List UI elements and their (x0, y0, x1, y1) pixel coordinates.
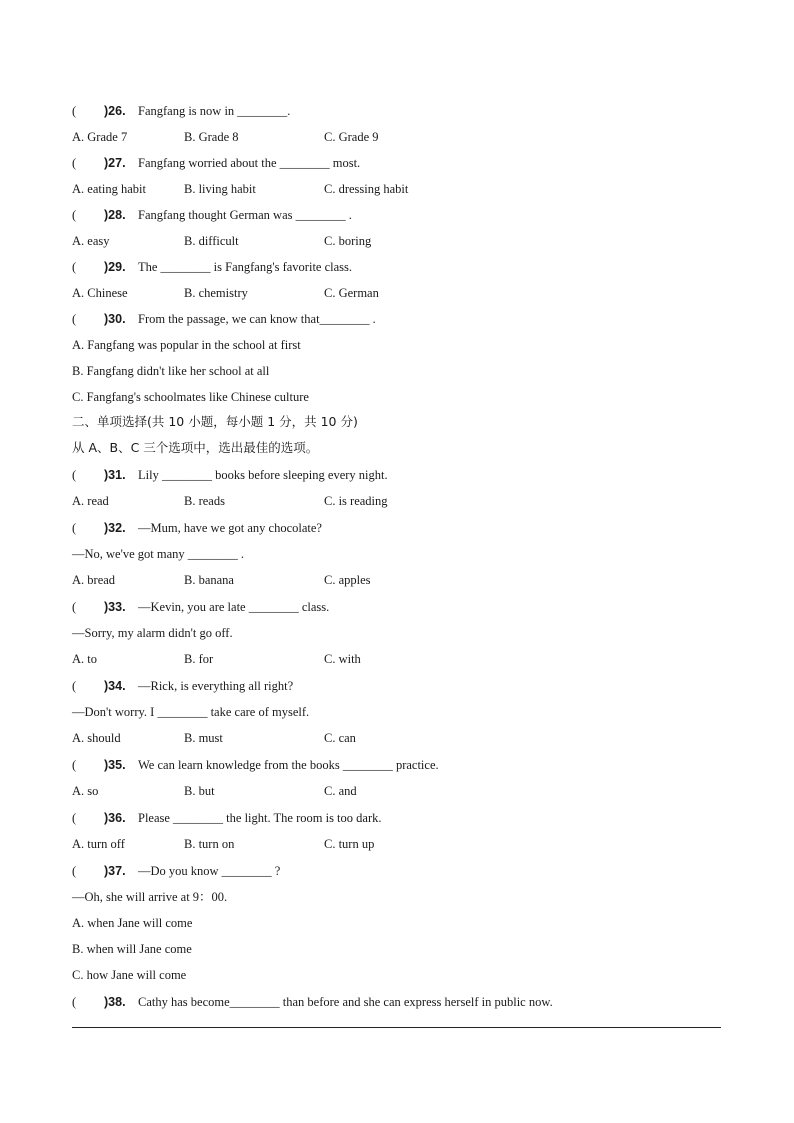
answer-option: A. should (72, 731, 121, 745)
question-number: )31. (104, 468, 126, 482)
question-text: Lily ________ books before sleeping every night. (138, 468, 388, 482)
answer-blank: ( (72, 312, 77, 326)
answer-option: B. for (184, 652, 214, 666)
question-text: —Do you know ________ ? (138, 864, 281, 878)
answer-option: A. so (72, 784, 99, 798)
answer-blank: ( (72, 995, 77, 1009)
dialogue-reply: —Sorry, my alarm didn't go off. (72, 626, 233, 640)
answer-blank: ( (72, 811, 77, 825)
question-stem (72, 103, 290, 119)
answer-option: B. banana (184, 573, 234, 587)
answer-option: A. Fangfang was popular in the school at first (72, 338, 301, 352)
answer-option: B. Grade 8 (184, 130, 239, 144)
answer-blank: ( (72, 864, 77, 878)
question-stem (72, 259, 352, 275)
answer-blank: ( (72, 600, 77, 614)
question-stem (72, 520, 322, 536)
question-number: )38. (104, 995, 126, 1009)
footer-divider (72, 1027, 721, 1028)
question-number: )29. (104, 260, 126, 274)
answer-option: A. when Jane will come (72, 916, 193, 930)
answer-blank: ( (72, 104, 77, 118)
answer-option: A. read (72, 494, 109, 508)
answer-blank: ( (72, 156, 77, 170)
question-stem (72, 207, 352, 223)
question-stem (72, 311, 376, 327)
question-text: Fangfang is now in ________. (138, 104, 291, 118)
answer-option: C. German (324, 286, 379, 300)
question-stem (72, 810, 382, 826)
question-text: Please ________ the light. The room is too dark. (138, 811, 382, 825)
dialogue-reply: —Oh, she will arrive at 9：00. (72, 890, 228, 904)
answer-option: A. Grade 7 (72, 130, 128, 144)
question-number: )33. (104, 600, 126, 614)
answer-option: C. is reading (324, 494, 388, 508)
answer-option: A. to (72, 652, 97, 666)
answer-option: C. how Jane will come (72, 968, 187, 982)
question-text: Fangfang thought German was ________ . (138, 208, 352, 222)
question-stem (72, 994, 553, 1010)
question-stem (72, 757, 439, 773)
question-text: —Rick, is everything all right? (138, 679, 294, 693)
answer-option: B. turn on (184, 837, 235, 851)
question-text: The ________ is Fangfang's favorite class. (138, 260, 353, 274)
answer-option: C. can (324, 731, 356, 745)
question-number: )26. (104, 104, 126, 118)
question-text: Fangfang worried about the ________ most. (138, 156, 361, 170)
answer-option: B. difficult (184, 234, 239, 248)
answer-option: C. Grade 9 (324, 130, 379, 144)
question-text: We can learn knowledge from the books ________ practice. (138, 758, 439, 772)
dialogue-reply: —Don't worry. I ________ take care of myself. (72, 705, 310, 719)
answer-option: B. when will Jane come (72, 942, 192, 956)
question-number: )28. (104, 208, 126, 222)
answer-option: A. bread (72, 573, 116, 587)
answer-option: C. with (324, 652, 361, 666)
answer-blank: ( (72, 679, 77, 693)
question-text: From the passage, we can know that________ . (138, 312, 376, 326)
answer-option: A. turn off (72, 837, 125, 851)
answer-option: B. Fangfang didn't like her school at all (72, 364, 270, 378)
question-number: )35. (104, 758, 126, 772)
question-number: )30. (104, 312, 126, 326)
section-instruction: 从 A、B、C 三个选项中，选出最佳的选项。 (72, 440, 319, 455)
question-stem (72, 678, 293, 694)
answer-option: C. dressing habit (324, 182, 409, 196)
answer-option: C. boring (324, 234, 372, 248)
answer-blank: ( (72, 468, 77, 482)
answer-option: C. and (324, 784, 357, 798)
answer-option: C. turn up (324, 837, 375, 851)
question-stem (72, 599, 329, 615)
answer-option: B. chemistry (184, 286, 248, 300)
answer-option: B. must (184, 731, 223, 745)
answer-option: B. but (184, 784, 215, 798)
answer-option: A. easy (72, 234, 110, 248)
question-stem (72, 863, 280, 879)
question-number: )32. (104, 521, 126, 535)
answer-option: B. reads (184, 494, 225, 508)
answer-blank: ( (72, 208, 77, 222)
question-text: —Mum, have we got any chocolate? (138, 521, 322, 535)
question-stem (72, 155, 360, 171)
dialogue-reply: —No, we've got many ________ . (72, 547, 245, 561)
answer-option: B. living habit (184, 182, 256, 196)
question-number: )34. (104, 679, 126, 693)
question-text: —Kevin, you are late ________ class. (138, 600, 330, 614)
question-number: )37. (104, 864, 126, 878)
answer-blank: ( (72, 260, 77, 274)
question-number: )27. (104, 156, 126, 170)
section-title: 二、单项选择(共 10 小题，每小题 1 分，共 10 分) (72, 414, 358, 429)
question-number: )36. (104, 811, 126, 825)
question-stem (72, 467, 388, 483)
answer-option: C. apples (324, 573, 371, 587)
answer-option: C. Fangfang's schoolmates like Chinese culture (72, 390, 309, 404)
answer-option: A. eating habit (72, 182, 146, 196)
question-text: Cathy has become________ than before and she can express herself in public now. (138, 995, 553, 1009)
answer-option: A. Chinese (72, 286, 128, 300)
answer-blank: ( (72, 521, 77, 535)
answer-blank: ( (72, 758, 77, 772)
